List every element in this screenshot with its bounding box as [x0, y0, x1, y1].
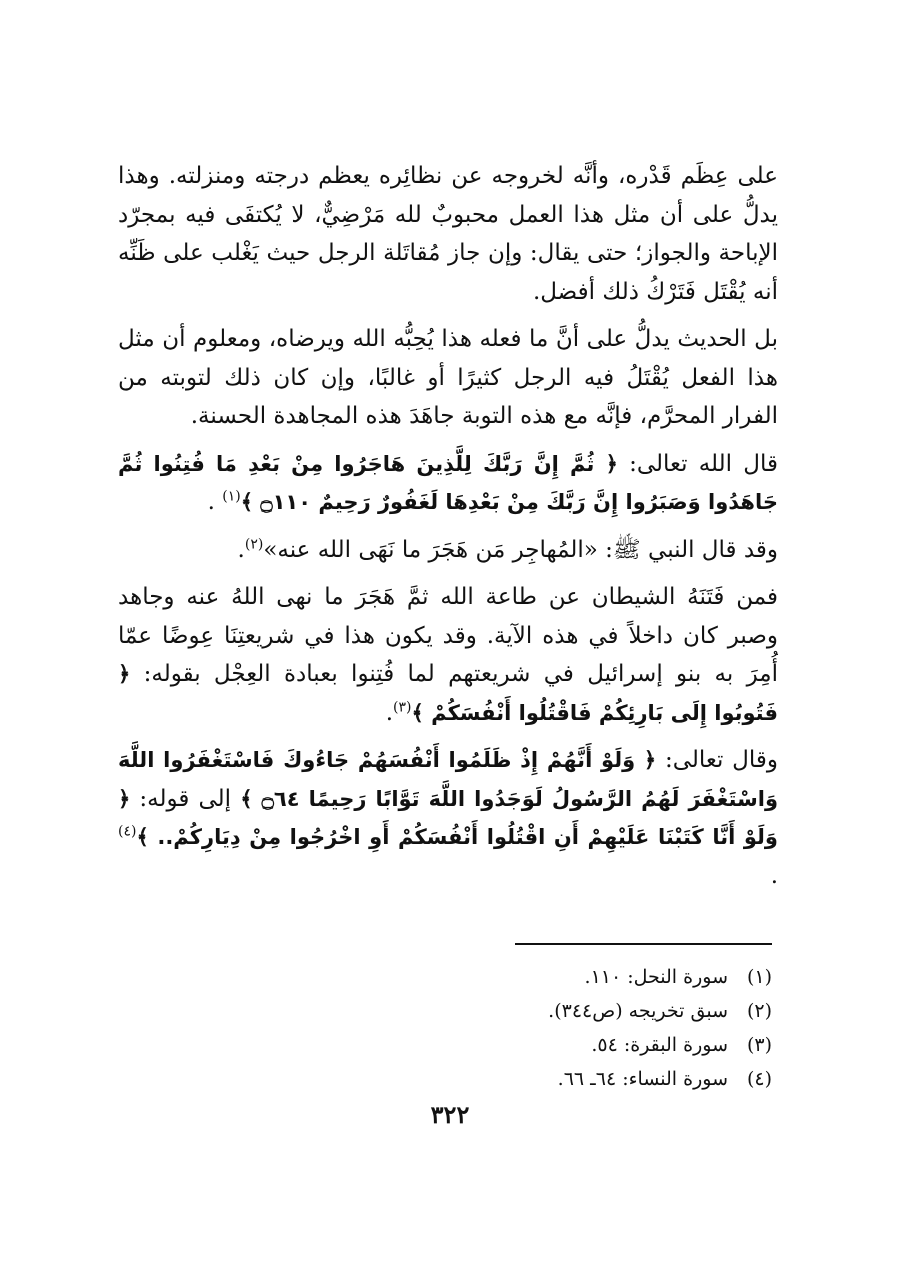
- punctuation: .: [385, 699, 394, 726]
- quran-verse: ﴿ فَتُوبُوا إِلَى بَارِئِكُمْ فَاقْتُلُوا أَنْفُسَكُمْ ﴾: [118, 662, 778, 725]
- footnote-number: (١): [746, 966, 772, 988]
- main-text: [118, 157, 778, 895]
- punctuation: .: [237, 536, 245, 563]
- footnote-number: (٣): [746, 1034, 772, 1056]
- quran-verse: ﴿ ثُمَّ إِنَّ رَبَّكَ لِلَّذِينَ هَاجَرُوا مِنْ بَعْدِ مَا فُتِنُوا ثُمَّ جَاهَدُوا وَصَبَرُوا إِنَّ رَبَّكَ مِنْ بَعْدِهَا لَغَفُورٌ رَحِيمٌ ۝١١٠ ﴾: [118, 451, 778, 514]
- paragraph-text: فمن فَتَنَهُ الشيطان عن طاعة الله ثمَّ هَجَرَ ما نهى اللهُ عنه وجاهد وصبر كان داخلاً في هذه الآية. وقد يكون هذا في شريعتِنَا عِوضًا عمّا أُمِرَ به بنو إسرائيل في شريعتهم لما فُتِنوا بعبادة العِجْل بقوله:: [118, 584, 778, 687]
- paragraph-5: [118, 578, 778, 732]
- footnotes: [400, 960, 772, 1096]
- footnote-ref: (٤): [118, 823, 137, 840]
- punctuation: .: [770, 862, 778, 889]
- footnote-text: سبق تخريجه (ص٣٤٤).: [548, 1000, 728, 1022]
- footnote-2: [400, 994, 772, 1028]
- punctuation: .: [207, 489, 223, 515]
- footnote-text: سورة النساء: ٦٤ـ ٦٦.: [557, 1068, 728, 1090]
- footnote-4: [400, 1062, 772, 1096]
- footnote-ref: (١): [222, 488, 241, 505]
- paragraph-3: [118, 445, 778, 522]
- footnote-text: سورة النحل: ١١٠.: [584, 966, 728, 988]
- verse-intro: وقال تعالى:: [656, 747, 779, 773]
- footnote-number: (٤): [746, 1068, 772, 1090]
- footnote-divider: [515, 943, 772, 945]
- quran-verse: ﴿ وَلَوْ أَنَّا كَتَبْنَا عَلَيْهِمْ أَنِ اقْتُلُوا أَنْفُسَكُمْ أَوِ اخْرُجُوا مِنْ دِيَارِكُمْ.. ﴾: [118, 786, 778, 849]
- footnote-ref: (٣): [393, 698, 412, 715]
- paragraph-4: [118, 531, 778, 570]
- paragraph-6: [118, 741, 778, 895]
- verse-intro: قال الله تعالى:: [617, 450, 778, 477]
- verse-connector: إلى قوله:: [130, 785, 241, 812]
- footnote-ref: (٢): [244, 535, 264, 552]
- footnote-3: [400, 1028, 772, 1062]
- paragraph-1: على عِظَم قَدْره، وأنَّه لخروجه عن نظائِره يعظم درجته ومنزلته. وهذا يدلُّ على أن مثل هذا العمل محبوبٌ لله مَرْضِيٌّ، لا يُكتفَى فيه بمجرّد الإباحة والجواز؛ حتى يقال: وإن جاز مُقاتَلة الرجل حيث يَغْلب على ظَنِّه أنه يُقْتَل فَتَرْكُ ذلك أفضل.: [118, 163, 778, 305]
- page-number: ٣٢٢: [430, 1100, 470, 1129]
- footnote-number: (٢): [746, 1000, 772, 1022]
- hadith-intro: وقد قال النبي ﷺ:: [597, 536, 778, 563]
- quran-verse: ﴿ وَلَوْ أَنَّهُمْ إِذْ ظَلَمُوا أَنْفُسَهُمْ جَاءُوكَ فَاسْتَغْفَرُوا اللَّهَ وَاسْتَغْفَرَ لَهُمُ الرَّسُولُ لَوَجَدُوا اللَّهَ تَوَّابًا رَحِيمًا ۝٦٤ ﴾: [118, 748, 778, 811]
- paragraph-2: بل الحديث يدلُّ على أنَّ ما فعله هذا يُحِبُّه الله ويرضاه، ومعلوم أن مثل هذا الفعل يُقْتَلُ فيه الرجل كثيرًا أو غالبًا، وإن كان ذلك لتوبته من الفرار المحرَّم، فإنَّه مع هذه التوبة جاهَدَ هذه المجاهدة الحسنة.: [118, 326, 778, 429]
- hadith-quote: «المُهاجِر مَن هَجَرَ ما نَهَى الله عنه»: [263, 536, 598, 563]
- footnote-text: سورة البقرة: ٥٤.: [591, 1034, 728, 1056]
- footnote-1: [400, 960, 772, 994]
